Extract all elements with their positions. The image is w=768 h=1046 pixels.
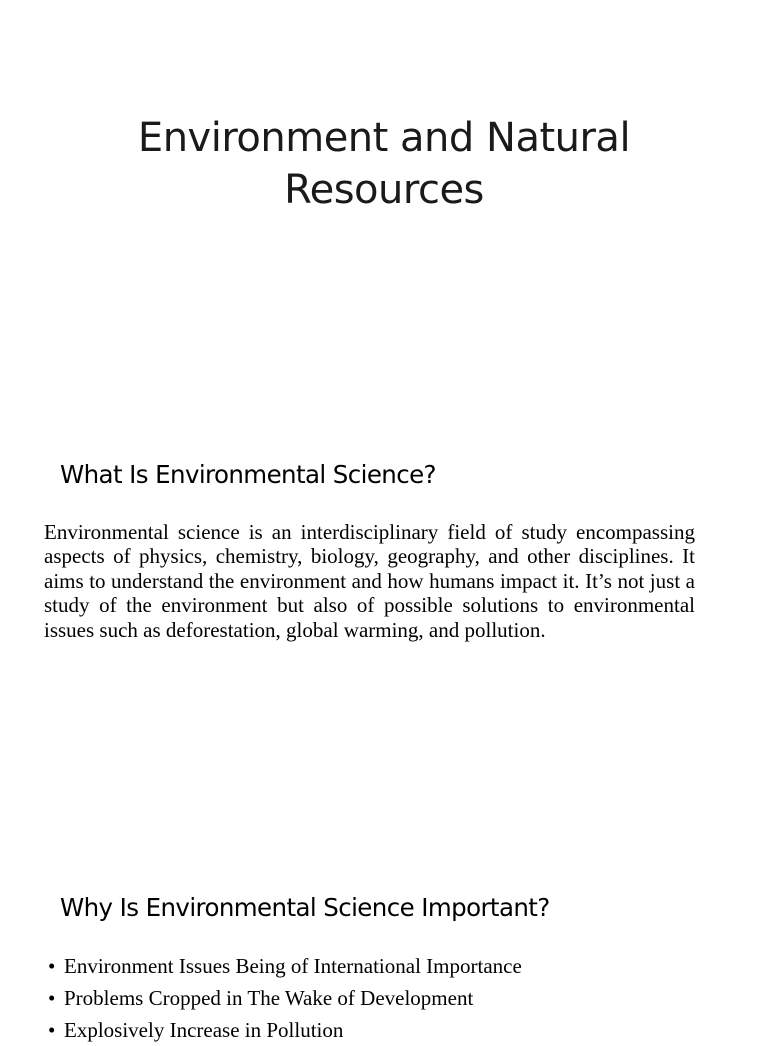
list-item-text: Explosively Increase in Pollution xyxy=(64,1018,344,1042)
importance-bullet-list xyxy=(48,950,728,1046)
list-item-text: Environment Issues Being of International Importance xyxy=(64,954,522,978)
section-heading-why-important: Why Is Environmental Science Important? xyxy=(60,893,550,922)
bullet-icon: • xyxy=(48,954,56,978)
bullet-icon: • xyxy=(48,1018,56,1042)
list-item-text: Problems Cropped in The Wake of Development xyxy=(64,986,474,1010)
section-heading-what-is: What Is Environmental Science? xyxy=(60,460,436,489)
section-paragraph-definition: Environmental science is an interdisciplinary field of study encompassing aspects of physics, chemistry, biology, geography, and other disciplines. It aims to understand the environment and how humans impact it. It’s not just a study of the environment but also of possible solutions to environmental issues such as deforestation, global warming, and pollution. xyxy=(44,520,695,642)
list-item xyxy=(48,982,728,1014)
list-item xyxy=(48,1014,728,1046)
page-title: Environment and Natural Resources xyxy=(137,115,631,213)
list-item xyxy=(48,950,728,982)
bullet-icon: • xyxy=(48,986,56,1010)
